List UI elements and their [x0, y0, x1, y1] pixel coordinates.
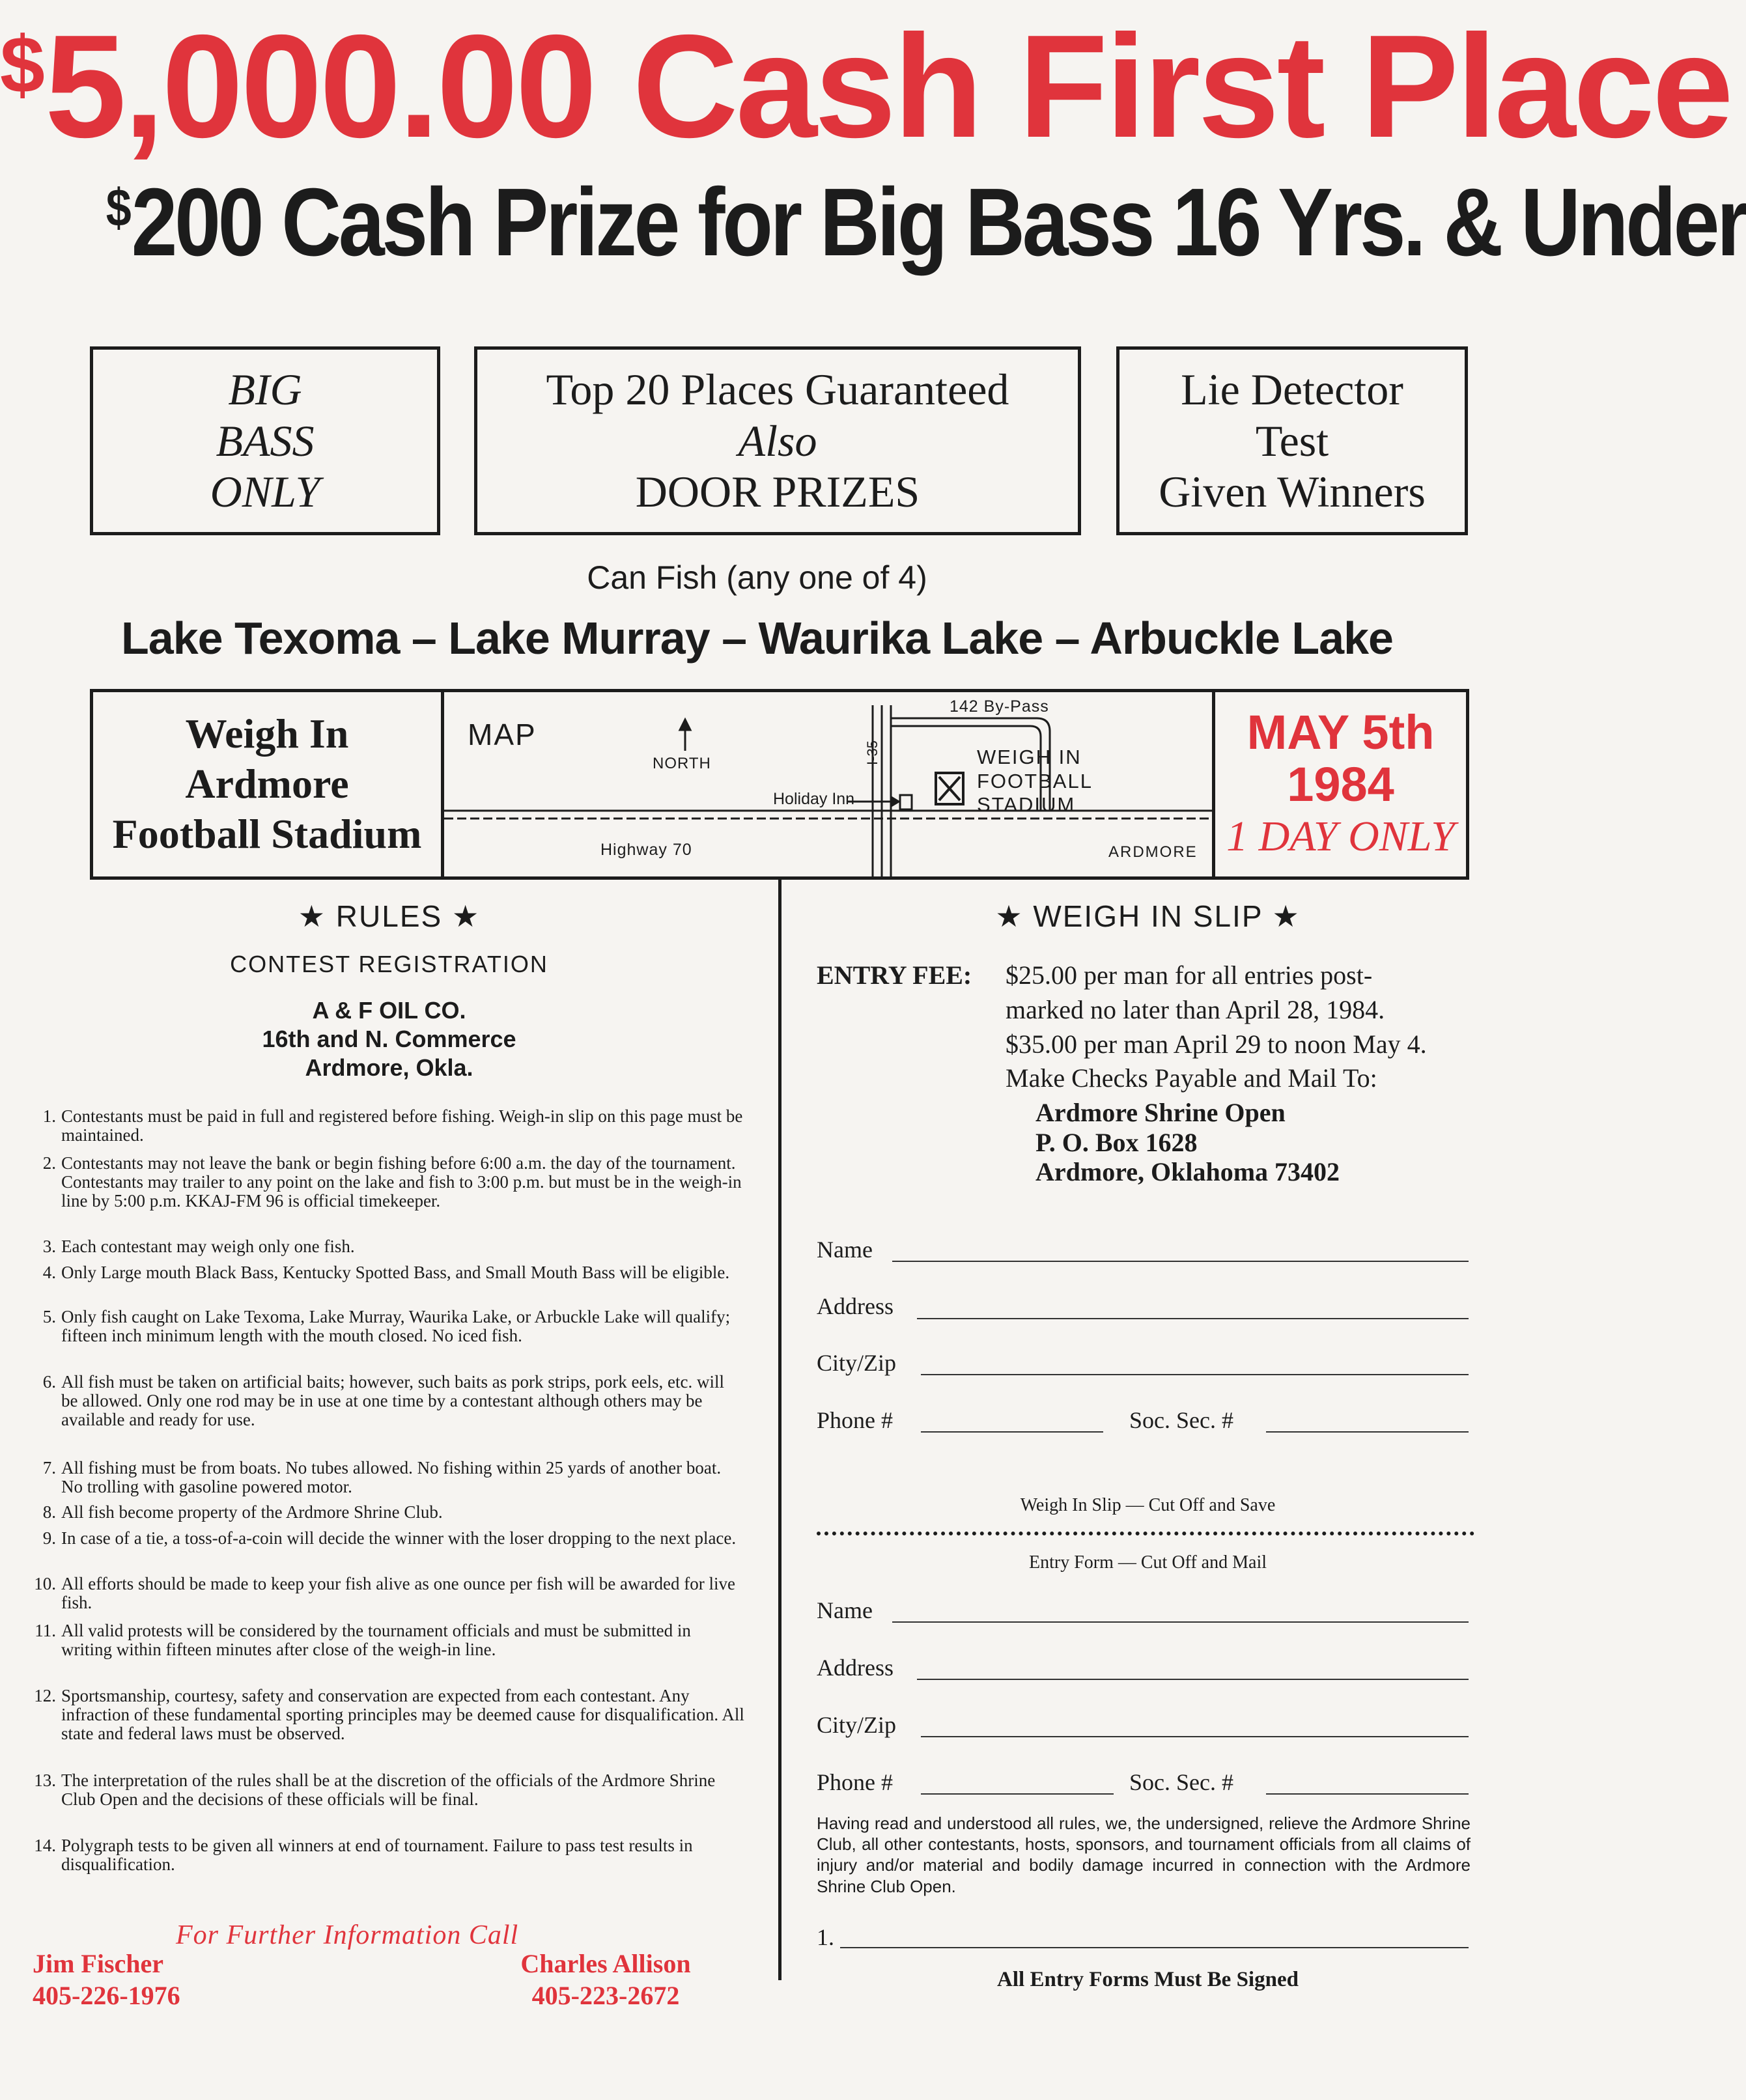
must-be-signed-note: All Entry Forms Must Be Signed [997, 1968, 1299, 1991]
slip-cityzip-label: City/Zip [817, 1350, 897, 1376]
address-line: P. O. Box 1628 [1035, 1127, 1198, 1157]
entry-phone-label: Phone # [817, 1769, 893, 1795]
big-bass-line-1: BIG [228, 364, 302, 414]
rule-item: 1. Contestants must be paid in full and registered before fishing. Weigh-in slip on this page must be maintained. [42, 1106, 743, 1145]
fee-line: marked no later than April 28, 1984. [1006, 994, 1385, 1024]
subhead-text: 200 Cash Prize for Big Bass 16 Yrs. & Under [131, 169, 1746, 276]
headline-dollar: $ [0, 20, 45, 110]
rule-item: 4. Only Large mouth Black Bass, Kentucky Spotted Bass, and Small Mouth Bass will be eligible. [42, 1263, 730, 1282]
fee-line: Make Checks Payable and Mail To: [1006, 1063, 1377, 1093]
cut-off-save-note: Weigh In Slip — Cut Off and Save [1020, 1495, 1276, 1515]
weigh-in-slip-title: ★ WEIGH IN SLIP ★ [995, 899, 1301, 933]
highway-label: Highway 70 [600, 841, 692, 859]
town-label: ARDMORE [1108, 843, 1198, 861]
rule-item: 6. All fish must be taken on artificial baits; however, such baits as pork strips, pork eels, etc. will be allowed. Only one rod may be in use at one time by a contestant although others may be available and ready for use. [42, 1372, 724, 1430]
fee-line: $35.00 per man April 29 to noon May 4. [1006, 1029, 1427, 1059]
company-city: Ardmore, Okla. [305, 1054, 473, 1081]
contact-charles [495, 1948, 716, 2012]
date-line-2: 1984 [1287, 757, 1394, 811]
stadium-label-2: FOOTBALL [977, 769, 1093, 792]
subhead-dollar: $ [106, 178, 132, 238]
rule-item: 5. Only fish caught on Lake Texoma, Lake Murray, Waurika Lake, or Arbuckle Lake will qualify; fifteen inch minimum length with the mouth closed. No iced fish. [42, 1307, 731, 1346]
signature-field[interactable] [840, 1947, 1469, 1948]
slip-phone-field[interactable] [921, 1431, 1103, 1433]
entry-cityzip-label: City/Zip [817, 1712, 897, 1738]
lie-detector-line-1: Lie Detector [1181, 364, 1403, 414]
north-label: NORTH [653, 755, 711, 772]
date-line-3: 1 DAY ONLY [1226, 812, 1455, 860]
weigh-in-line-1: Weigh In [185, 710, 349, 757]
weigh-in-location [93, 692, 441, 876]
fee-line: $25.00 per man for all entries post- [1006, 960, 1373, 990]
map-drawing [444, 692, 1212, 876]
cut-line [817, 1532, 1474, 1535]
slip-soc-field[interactable] [1266, 1431, 1469, 1433]
slip-name-field[interactable] [892, 1261, 1469, 1262]
address-line: Ardmore, Oklahoma 73402 [1035, 1157, 1340, 1187]
big-bass-line-2: BASS [216, 415, 315, 466]
top-20-line-3: DOOR PRIZES [635, 467, 920, 517]
rule-item: 9. In case of a tie, a toss-of-a-coin will decide the winner with the loser dropping to the next place. [42, 1528, 737, 1548]
entry-fee-details [1006, 959, 1500, 1096]
rules-title: ★ RULES ★ [298, 899, 481, 933]
rule-item: 8. All fish become property of the Ardmore Shrine Club. [42, 1502, 443, 1522]
registration-company [0, 996, 778, 1082]
mailing-address [1035, 1098, 1340, 1187]
holiday-inn-label: Holiday Inn [773, 790, 855, 808]
entry-fee-label: ENTRY FEE: [817, 960, 972, 990]
event-date [1215, 692, 1466, 876]
lie-detector-box [1116, 346, 1468, 535]
entry-phone-field[interactable] [921, 1793, 1114, 1795]
top-20-line-1: Top 20 Places Guaranteed [546, 364, 1009, 414]
contact-name: Jim Fischer [33, 1949, 164, 1978]
contact-jim [33, 1948, 180, 2012]
location-map [444, 692, 1212, 876]
top-20-box [474, 346, 1081, 535]
rule-item: 2. Contestants may not leave the bank or begin fishing before 6:00 a.m. the day of the tournament. Contestants may trailer to any point on the lake and fish to 3:00 p.m. but must be in the weigh-in line by 5:00 p.m. KKAJ-FM 96 is official timekeeper. [42, 1153, 742, 1211]
lie-detector-line-2: Test [1255, 415, 1329, 466]
rule-item: 12. Sportsmanship, courtesy, safety and conservation are expected from each contestant. Any infraction of these fundamental sporting principles may be deemed cause for disqualification. All state and federal laws must be observed. [34, 1686, 744, 1744]
weigh-in-line-3: Football Stadium [112, 810, 422, 857]
company-street: 16th and N. Commerce [262, 1025, 516, 1052]
liability-waiver: Having read and understood all rules, we, the undersigned, relieve the Ardmore Shrine Club, all other contestants, hosts, sponsors, and tournament officials from all claims of injury and/or material and bodily damage incurred in connection with the Ardmore Shrine Club Open. [817, 1813, 1471, 1896]
date-line-1: MAY 5th [1246, 705, 1435, 759]
column-divider [778, 880, 781, 1980]
weigh-in-strip [90, 689, 1469, 880]
rule-item: 3. Each contestant may weigh only one fish. [42, 1237, 355, 1256]
entry-name-label: Name [817, 1597, 873, 1623]
subheadline [106, 169, 1746, 276]
slip-address-label: Address [817, 1293, 894, 1319]
rule-item: 10. All efforts should be made to keep your fish alive as one ounce per fish will be awarded for live fish. [34, 1574, 735, 1613]
company-name: A & F OIL CO. [312, 997, 466, 1024]
entry-address-label: Address [817, 1655, 894, 1681]
rule-item: 7. All fishing must be from boats. No tubes allowed. No fishing within 25 yards of another boat. No trolling with gasoline powered motor. [42, 1458, 722, 1497]
can-fish-note: Can Fish (any one of 4) [587, 559, 927, 596]
slip-address-field[interactable] [917, 1318, 1469, 1319]
headline-text: 5,000.00 Cash First Place [44, 4, 1731, 168]
contact-phone: 405-226-1976 [33, 1980, 180, 2010]
interstate-label: I-35 [864, 740, 880, 765]
lie-detector-line-3: Given Winners [1159, 467, 1426, 517]
bypass-label: 142 By-Pass [950, 697, 1049, 716]
headline [0, 4, 1731, 168]
slip-soc-label: Soc. Sec. # [1129, 1407, 1233, 1433]
big-bass-line-3: ONLY [210, 467, 320, 517]
stadium-label-1: WEIGH IN [977, 746, 1082, 768]
contact-phone: 405-223-2672 [531, 1980, 680, 2010]
address-line: Ardmore Shrine Open [1035, 1098, 1286, 1127]
contest-registration: CONTEST REGISTRATION [230, 951, 548, 977]
slip-cityzip-field[interactable] [921, 1374, 1469, 1375]
entry-cityzip-field[interactable] [921, 1736, 1469, 1737]
contact-name: Charles Allison [520, 1949, 691, 1978]
slip-phone-label: Phone # [817, 1407, 893, 1433]
rule-item: 14. Polygraph tests to be given all winners at end of tournament. Failure to pass test results in disqualification. [34, 1836, 693, 1875]
entry-address-field[interactable] [917, 1679, 1469, 1680]
rule-item: 11. All valid protests will be considered by the tournament officials and must be submitted in writing within fifteen minutes after close of the weigh-in line. [35, 1621, 691, 1660]
big-bass-box [90, 346, 440, 535]
top-20-line-2: Also [738, 415, 817, 466]
stadium-label [977, 746, 1093, 817]
rule-item: 13. The interpretation of the rules shall be at the discretion of the officials of the Ardmore Shrine Club Open and the decisions of these officials will be final. [34, 1771, 716, 1810]
entry-soc-label: Soc. Sec. # [1129, 1769, 1233, 1795]
entry-name-field[interactable] [892, 1621, 1469, 1623]
entry-soc-field[interactable] [1266, 1793, 1469, 1795]
contact-heading: For Further Information Call [176, 1920, 519, 1950]
cut-off-mail-note: Entry Form — Cut Off and Mail [1028, 1552, 1267, 1573]
lakes-list: Lake Texoma – Lake Murray – Waurika Lake – Arbuckle Lake [121, 613, 1393, 664]
weigh-in-line-2: Ardmore [185, 761, 349, 807]
slip-name-label: Name [817, 1237, 873, 1263]
map-title: MAP [468, 718, 537, 751]
stadium-label-3: STADIUM [977, 793, 1076, 817]
signature-number: 1. [817, 1924, 834, 1950]
